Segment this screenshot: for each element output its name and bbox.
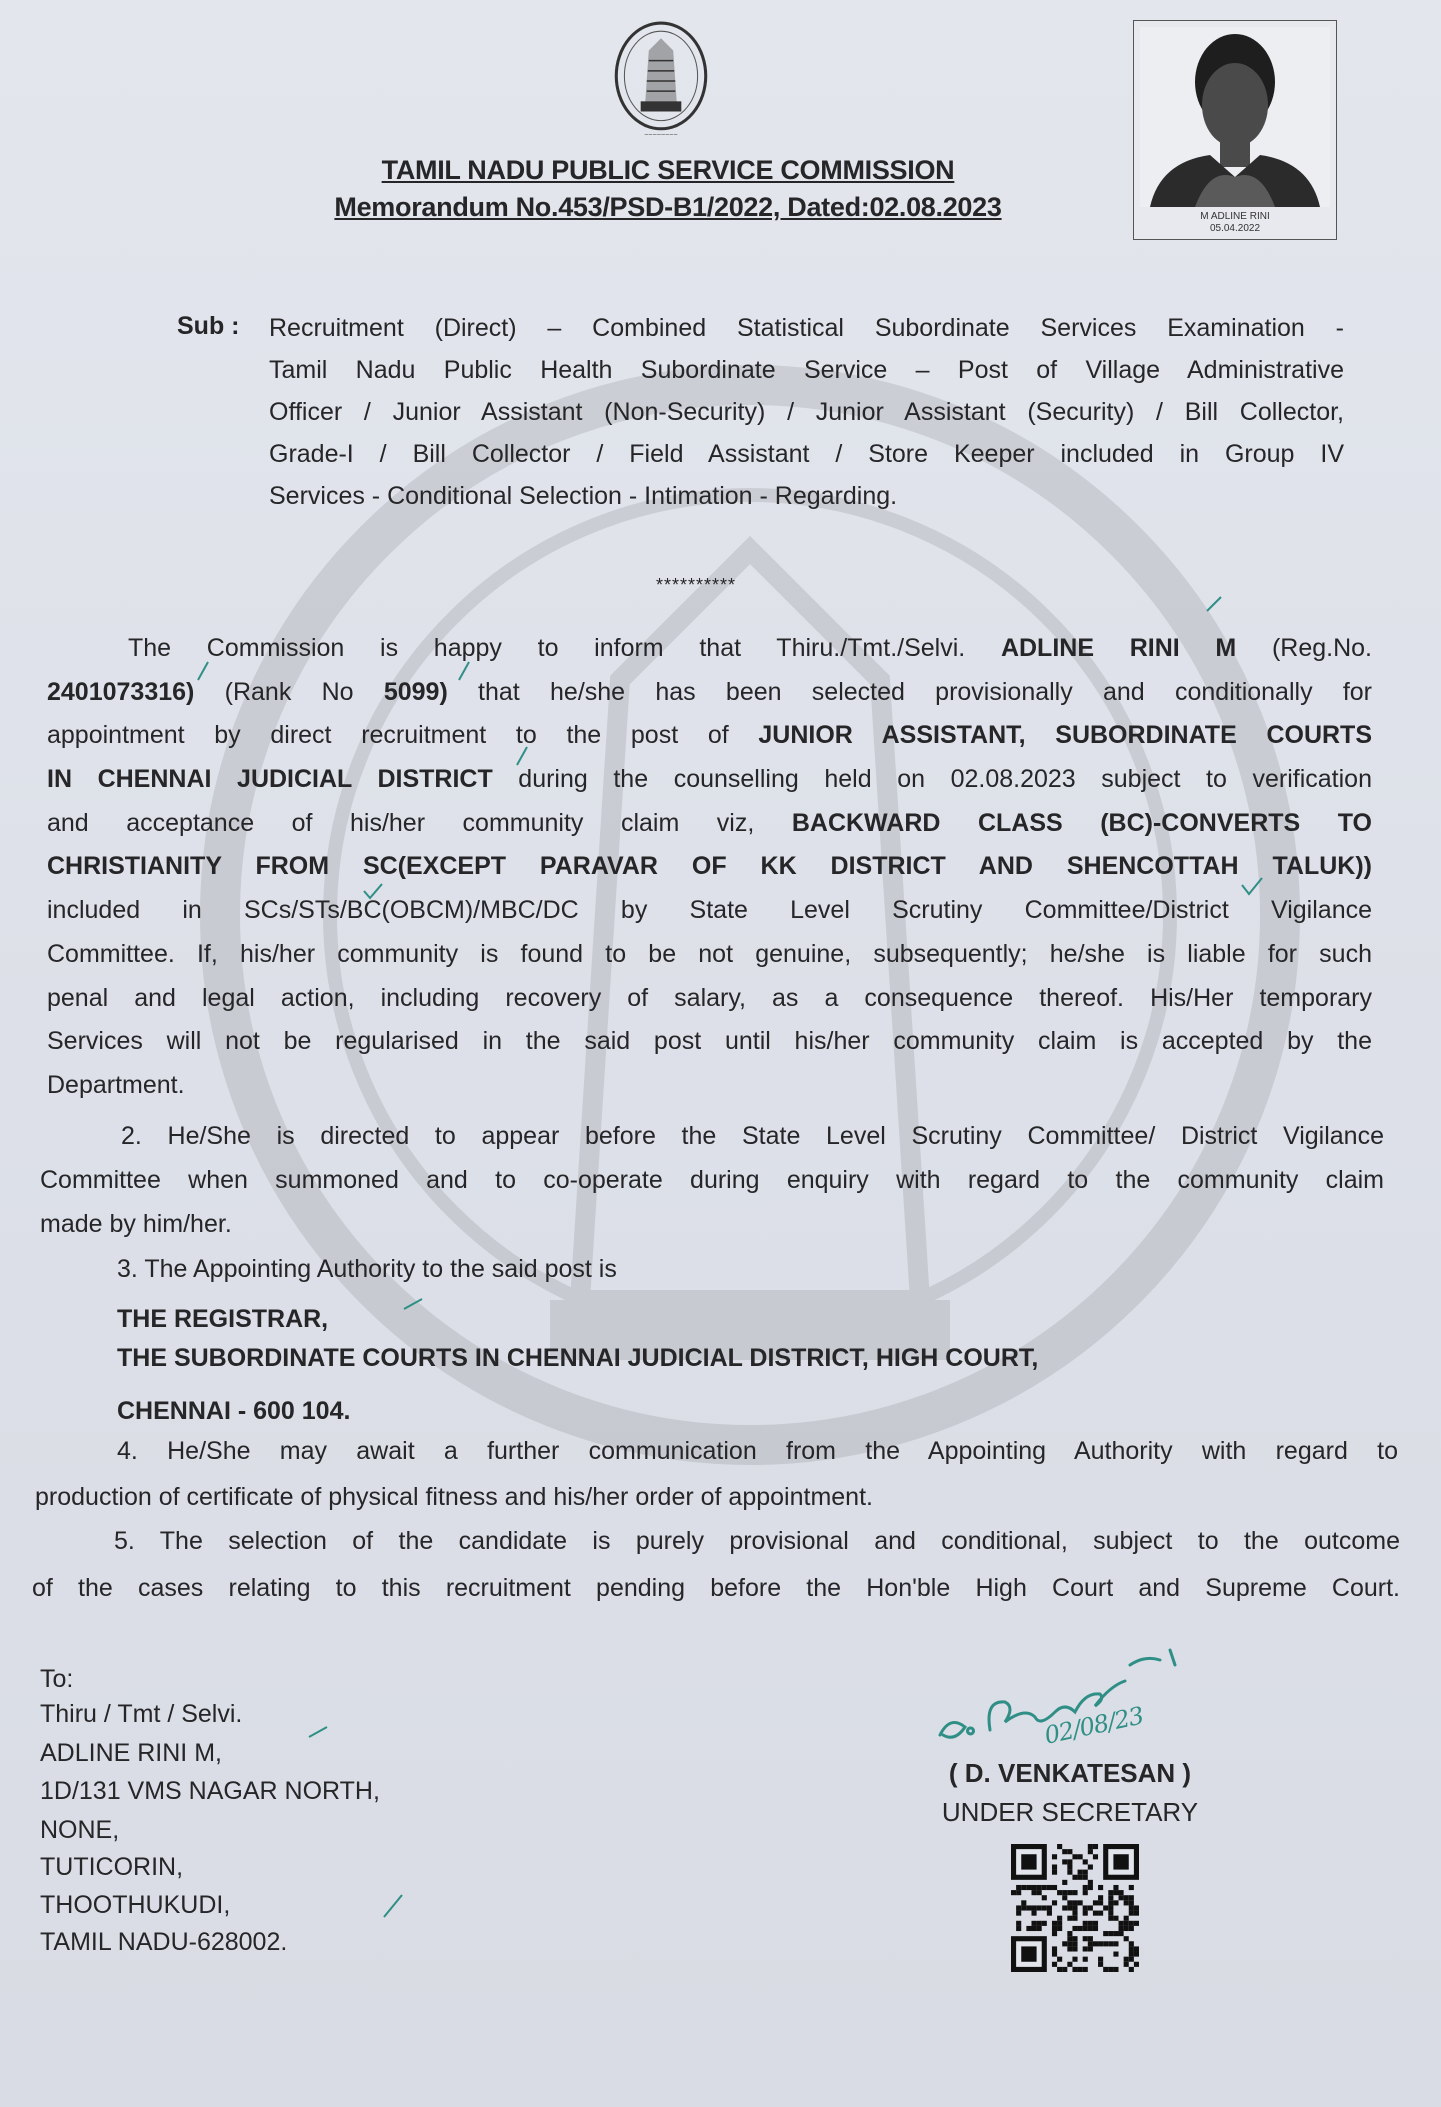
qr-module — [1052, 1870, 1057, 1875]
qr-module — [1113, 1890, 1118, 1895]
text-line — [40, 1114, 1384, 1158]
qr-module — [1134, 1911, 1139, 1916]
qr-module — [1113, 1967, 1118, 1972]
qr-module — [1057, 1921, 1062, 1926]
qr-module — [1072, 1941, 1077, 1946]
qr-module — [1016, 1921, 1021, 1926]
qr-module — [1067, 1962, 1072, 1967]
qr-module — [1078, 1900, 1083, 1905]
qr-module — [1021, 1854, 1036, 1869]
subject-label: Sub : — [177, 312, 240, 340]
tick-mark-icon — [196, 660, 210, 682]
qr-module — [1093, 1844, 1098, 1849]
qr-module — [1088, 1926, 1093, 1931]
address-line: THOOTHUKUDI, — [40, 1891, 231, 1919]
text-segment: (Rank No — [194, 677, 384, 706]
qr-module — [1067, 1864, 1072, 1869]
qr-module — [1047, 1885, 1052, 1890]
qr-module — [1083, 1859, 1088, 1864]
qr-module — [1129, 1946, 1134, 1951]
qr-module — [1108, 1967, 1113, 1972]
text-line — [40, 1158, 1384, 1202]
qr-module — [1119, 1895, 1124, 1900]
qr-module — [1078, 1967, 1083, 1972]
qr-module — [1016, 1890, 1021, 1895]
address-line: 1D/131 VMS NAGAR NORTH, — [40, 1777, 380, 1805]
photo-image — [1140, 27, 1330, 207]
qr-module — [1129, 1957, 1134, 1962]
separator: ********** — [656, 575, 737, 595]
qr-module — [1088, 1946, 1093, 1951]
text-segment: Committee when summoned and to co-operate during enquiry with regard to the community claim — [40, 1166, 1384, 1194]
qr-module — [1098, 1911, 1103, 1916]
qr-module — [1021, 1885, 1026, 1890]
address-line: NONE, — [40, 1816, 120, 1844]
tick-mark-icon — [1205, 593, 1223, 613]
text-segment: (Reg.No. — [1236, 634, 1372, 662]
qr-module — [1113, 1952, 1118, 1957]
qr-module — [1062, 1880, 1067, 1885]
tick-mark-icon — [457, 660, 471, 682]
text-line — [47, 977, 1372, 1021]
qr-module — [1067, 1849, 1072, 1854]
qr-module — [1113, 1916, 1118, 1921]
bold-text: BACKWARD CLASS (BC)-CONVERTS TO — [791, 808, 1372, 837]
qr-module — [1062, 1967, 1067, 1972]
candidate-photo — [1133, 20, 1337, 240]
text-segment: of the cases relating to this recruitment pending before the Hon'ble High Court and Supreme Court. — [32, 1574, 1400, 1602]
qr-module — [1129, 1895, 1134, 1900]
qr-module — [1108, 1900, 1113, 1905]
qr-module — [1031, 1890, 1036, 1895]
qr-module — [1129, 1921, 1134, 1926]
qr-module — [1108, 1941, 1113, 1946]
qr-module — [1067, 1946, 1072, 1951]
qr-module — [1052, 1885, 1057, 1890]
qr-module — [1072, 1875, 1077, 1880]
memorandum-number: Memorandum No.453/PSD-B1/2022, Dated:02.08.2023 — [334, 192, 1002, 222]
qr-module — [1108, 1895, 1113, 1900]
paragraph-1 — [47, 627, 1372, 1108]
text-line — [269, 349, 1344, 391]
text-line — [32, 1565, 1400, 1612]
qr-module — [1088, 1885, 1093, 1890]
text-segment: Recruitment (Direct) – Combined Statistical Subordinate Services Examination - — [269, 314, 1344, 342]
qr-module — [1072, 1890, 1077, 1895]
qr-module — [1042, 1905, 1047, 1910]
text-segment: Grade-I / Bill Collector / Field Assistant / Store Keeper included in Group IV — [269, 440, 1344, 468]
text-segment: and acceptance of his/her community claim viz, — [47, 808, 792, 837]
qr-module — [1078, 1870, 1083, 1875]
text-segment: penal and legal action, including recovery of salary, as a consequence thereof. His/Her temporary — [47, 983, 1372, 1012]
text-line — [35, 1428, 1398, 1474]
qr-module — [1134, 1962, 1139, 1967]
qr-module — [1052, 1926, 1057, 1931]
paragraph-5 — [32, 1518, 1400, 1612]
qr-module — [1037, 1926, 1042, 1931]
qr-module — [1083, 1890, 1088, 1895]
qr-module — [1031, 1921, 1036, 1926]
signatory-name: ( D. VENKATESAN ) — [948, 1758, 1192, 1788]
qr-module — [1129, 1911, 1134, 1916]
qr-module — [1113, 1854, 1128, 1869]
qr-module — [1021, 1900, 1026, 1905]
qr-module — [1119, 1921, 1124, 1926]
qr-module — [1052, 1854, 1057, 1859]
qr-module — [1037, 1885, 1042, 1890]
bold-text: JUNIOR ASSISTANT, SUBORDINATE COURTS — [758, 721, 1372, 750]
qr-module — [1031, 1911, 1036, 1916]
qr-module — [1093, 1926, 1098, 1931]
qr-module — [1011, 1890, 1016, 1895]
qr-module — [1067, 1936, 1072, 1941]
qr-module — [1113, 1900, 1118, 1905]
qr-module — [1062, 1905, 1067, 1910]
bold-text: ADLINE RINI M — [1000, 634, 1237, 662]
qr-module — [1124, 1936, 1129, 1941]
subject-text — [269, 307, 1344, 517]
text-segment: production of certificate of physical fitness and his/her order of appointment. — [35, 1483, 873, 1511]
qr-module — [1098, 1900, 1103, 1905]
qr-module — [1057, 1844, 1062, 1849]
qr-module — [1124, 1962, 1129, 1967]
qr-module — [1093, 1854, 1098, 1859]
address-line: ADLINE RINI M, — [40, 1739, 222, 1767]
qr-module — [1072, 1936, 1077, 1941]
qr-module — [1108, 1931, 1113, 1936]
qr-module — [1098, 1957, 1103, 1962]
qr-module — [1042, 1885, 1047, 1890]
appointing-authority-line-1: THE REGISTRAR, — [117, 1305, 329, 1333]
qr-module — [1108, 1905, 1113, 1910]
qr-module — [1088, 1936, 1093, 1941]
qr-module — [1016, 1885, 1021, 1890]
qr-module — [1021, 1946, 1036, 1961]
photo-caption-date: 05.04.2022 — [1209, 223, 1261, 234]
qr-module — [1067, 1859, 1072, 1864]
qr-module — [1134, 1921, 1139, 1926]
qr-module — [1072, 1905, 1077, 1910]
text-segment: Tamil Nadu Public Health Subordinate Service – Post of Village Administrative — [269, 356, 1344, 384]
photo-caption-name: M ADLINE RINI — [1200, 211, 1270, 222]
text-segment: Committee. If, his/her community is found to be not genuine, subsequently; he/she is liable for such — [47, 939, 1372, 968]
signatory-designation: UNDER SECRETARY — [941, 1797, 1199, 1827]
qr-module — [1113, 1885, 1118, 1890]
qr-module — [1088, 1921, 1093, 1926]
text-segment: included in SCs/STs/BC(OBCM)/MBC/DC by State Level Scrutiny Committee/District Vigilance — [47, 896, 1372, 925]
text-line — [47, 933, 1372, 977]
qr-module — [1062, 1859, 1067, 1864]
text-segment: during the counselling held on 02.08.2023 subject to verification — [492, 765, 1372, 794]
qr-module — [1067, 1941, 1072, 1946]
tick-mark-icon — [307, 1725, 329, 1739]
qr-module — [1088, 1849, 1093, 1854]
qr-module — [1016, 1905, 1021, 1910]
qr-module — [1062, 1849, 1067, 1854]
qr-module — [1093, 1921, 1098, 1926]
check-mark-icon — [1240, 876, 1264, 896]
text-line — [47, 758, 1372, 802]
qr-module — [1088, 1941, 1093, 1946]
qr-module — [1072, 1916, 1077, 1921]
appointing-authority-line-2: THE SUBORDINATE COURTS IN CHENNAI JUDICIAL DISTRICT, HIGH COURT, — [117, 1344, 1039, 1372]
qr-module — [1083, 1936, 1088, 1941]
text-segment: Officer / Junior Assistant (Non-Security) / Junior Assistant (Security) / Bill Collector, — [269, 398, 1344, 426]
tick-mark-icon — [382, 1893, 404, 1919]
qr-module — [1129, 1952, 1134, 1957]
qr-module — [1052, 1864, 1057, 1869]
text-line — [269, 391, 1344, 433]
qr-module — [1016, 1926, 1021, 1931]
qr-module — [1124, 1916, 1129, 1921]
text-segment: appointment by direct recruitment to the post of — [47, 721, 759, 750]
qr-module — [1052, 1952, 1057, 1957]
qr-module — [1088, 1864, 1093, 1869]
text-line — [47, 1064, 1372, 1108]
qr-module — [1067, 1931, 1072, 1936]
qr-module — [1031, 1885, 1036, 1890]
qr-module — [1108, 1916, 1113, 1921]
text-segment: that he/she has been selected provisionally and conditionally for — [447, 677, 1373, 706]
text-line — [47, 671, 1372, 715]
text-segment: 5. The selection of the candidate is purely provisional and conditional, subject to the outcome — [114, 1527, 1400, 1555]
text-segment: Department. — [47, 1070, 185, 1099]
qr-module — [1103, 1967, 1108, 1972]
qr-module — [1057, 1957, 1062, 1962]
check-mark-icon — [362, 882, 384, 900]
text-line — [269, 475, 1344, 517]
tamil-nadu-emblem-logo — [600, 20, 722, 142]
qr-module — [1134, 1952, 1139, 1957]
address-line: TUTICORIN, — [40, 1853, 184, 1881]
signature-date: 02/08/23 — [1042, 1701, 1146, 1750]
qr-module — [1098, 1962, 1103, 1967]
bold-text: 2401073316) — [47, 677, 195, 706]
paragraph-4 — [35, 1428, 1398, 1520]
text-line — [47, 1020, 1372, 1064]
tick-mark-icon — [402, 1297, 424, 1311]
qr-module — [1031, 1905, 1036, 1910]
text-segment: The Commission is happy to inform that Thiru./Tmt./Selvi. — [128, 634, 1001, 662]
qr-module — [1026, 1926, 1031, 1931]
text-line — [269, 307, 1344, 349]
qr-module — [1062, 1895, 1067, 1900]
qr-module — [1108, 1911, 1113, 1916]
qr-module — [1072, 1926, 1077, 1931]
address-line: TAMIL NADU-628002. — [40, 1928, 288, 1956]
qr-module — [1052, 1946, 1057, 1951]
appointing-authority-line-3: CHENNAI - 600 104. — [117, 1397, 351, 1425]
qr-module — [1103, 1931, 1108, 1936]
qr-module — [1031, 1926, 1036, 1931]
text-line — [32, 1518, 1400, 1565]
qr-module — [1083, 1957, 1088, 1962]
qr-module — [1083, 1905, 1088, 1910]
text-line — [47, 627, 1372, 671]
bold-text: 5099) — [383, 677, 448, 706]
qr-module — [1129, 1941, 1134, 1946]
qr-module — [1124, 1921, 1129, 1926]
qr-module — [1108, 1890, 1113, 1895]
qr-module — [1103, 1905, 1108, 1910]
qr-module — [1088, 1844, 1093, 1849]
paragraph-2 — [40, 1114, 1384, 1246]
qr-module — [1103, 1941, 1108, 1946]
qr-module — [1062, 1941, 1067, 1946]
qr-module — [1042, 1895, 1047, 1900]
qr-module — [1093, 1911, 1098, 1916]
qr-module — [1093, 1941, 1098, 1946]
text-line — [47, 889, 1372, 933]
qr-module — [1052, 1921, 1057, 1926]
qr-module — [1078, 1854, 1083, 1859]
qr-module — [1124, 1900, 1129, 1905]
qr-module — [1052, 1900, 1057, 1905]
qr-module — [1129, 1885, 1134, 1890]
qr-module — [1083, 1926, 1088, 1931]
qr-module — [1129, 1905, 1134, 1910]
qr-module — [1113, 1941, 1118, 1946]
qr-module — [1083, 1875, 1088, 1880]
qr-module — [1088, 1880, 1093, 1885]
qr-module — [1124, 1926, 1129, 1931]
qr-module — [1083, 1911, 1088, 1916]
svg-text:~~~~~~~~: ~~~~~~~~ — [644, 130, 678, 139]
text-line — [40, 1202, 1384, 1246]
bold-text: IN CHENNAI JUDICIAL DISTRICT — [47, 765, 493, 794]
qr-module — [1057, 1967, 1062, 1972]
tick-mark-icon — [515, 745, 529, 767]
qr-module — [1057, 1926, 1062, 1931]
text-line — [47, 714, 1372, 758]
qr-module — [1072, 1900, 1077, 1905]
commission-title: TAMIL NADU PUBLIC SERVICE COMMISSION — [381, 155, 955, 185]
qr-module — [1134, 1905, 1139, 1910]
qr-module — [1062, 1890, 1067, 1895]
qr-module — [1129, 1926, 1134, 1931]
qr-module — [1026, 1885, 1031, 1890]
text-line — [35, 1474, 1398, 1520]
qr-module — [1083, 1870, 1088, 1875]
text-segment: 2. He/She is directed to appear before the State Level Scrutiny Committee/ District Vigilance — [121, 1122, 1384, 1150]
qr-module — [1083, 1946, 1088, 1951]
qr-module — [1129, 1967, 1134, 1972]
qr-module — [1067, 1870, 1072, 1875]
qr-module — [1037, 1905, 1042, 1910]
text-segment: made by him/her. — [40, 1210, 232, 1238]
text-line — [47, 845, 1372, 889]
qr-module — [1134, 1946, 1139, 1951]
qr-module — [1067, 1890, 1072, 1895]
qr-module — [1067, 1900, 1072, 1905]
qr-module — [1026, 1905, 1031, 1910]
qr-module — [1119, 1926, 1124, 1931]
qr-module — [1113, 1931, 1118, 1936]
qr-module — [1088, 1905, 1093, 1910]
qr-module — [1057, 1916, 1062, 1921]
qr-module — [1052, 1962, 1057, 1967]
qr-module — [1119, 1890, 1124, 1895]
bold-text: CHRISTIANITY FROM SC(EXCEPT PARAVAR OF KK DISTRICT AND SHENCOTTAH TALUK)) — [47, 852, 1372, 881]
text-line — [47, 802, 1372, 846]
qr-module — [1093, 1900, 1098, 1905]
qr-module — [1083, 1885, 1088, 1890]
qr-module — [1037, 1890, 1042, 1895]
appointing-authority-intro: 3. The Appointing Authority to the said post is — [117, 1255, 617, 1283]
qr-code[interactable] — [1011, 1844, 1139, 1972]
qr-module — [1037, 1921, 1042, 1926]
qr-module — [1098, 1941, 1103, 1946]
qr-module — [1072, 1967, 1077, 1972]
text-segment: 4. He/She may await a further communication from the Appointing Authority with regard to — [117, 1437, 1398, 1465]
qr-module — [1083, 1921, 1088, 1926]
qr-module — [1057, 1890, 1062, 1895]
qr-module — [1052, 1931, 1057, 1936]
qr-module — [1067, 1905, 1072, 1910]
qr-module — [1042, 1921, 1047, 1926]
text-segment: Services will not be regularised in the said post until his/her community claim is accepted by the — [47, 1027, 1372, 1056]
text-line — [269, 433, 1344, 475]
qr-module — [1098, 1895, 1103, 1900]
qr-module — [1072, 1957, 1077, 1962]
qr-module — [1072, 1854, 1077, 1859]
qr-module — [1047, 1911, 1052, 1916]
qr-module — [1067, 1916, 1072, 1921]
qr-module — [1078, 1875, 1083, 1880]
qr-module — [1098, 1885, 1103, 1890]
qr-module — [1072, 1911, 1077, 1916]
address-to-label: To: — [40, 1665, 74, 1693]
qr-module — [1047, 1905, 1052, 1910]
qr-module — [1124, 1957, 1129, 1962]
qr-module — [1119, 1931, 1124, 1936]
qr-module — [1129, 1900, 1134, 1905]
address-line: Thiru / Tmt / Selvi. — [40, 1700, 243, 1728]
qr-module — [1083, 1967, 1088, 1972]
qr-module — [1072, 1946, 1077, 1951]
qr-module — [1124, 1895, 1129, 1900]
text-segment: Services - Conditional Selection - Intimation - Regarding. — [269, 482, 898, 510]
qr-module — [1078, 1926, 1083, 1931]
qr-module — [1021, 1905, 1026, 1910]
qr-module — [1016, 1911, 1021, 1916]
